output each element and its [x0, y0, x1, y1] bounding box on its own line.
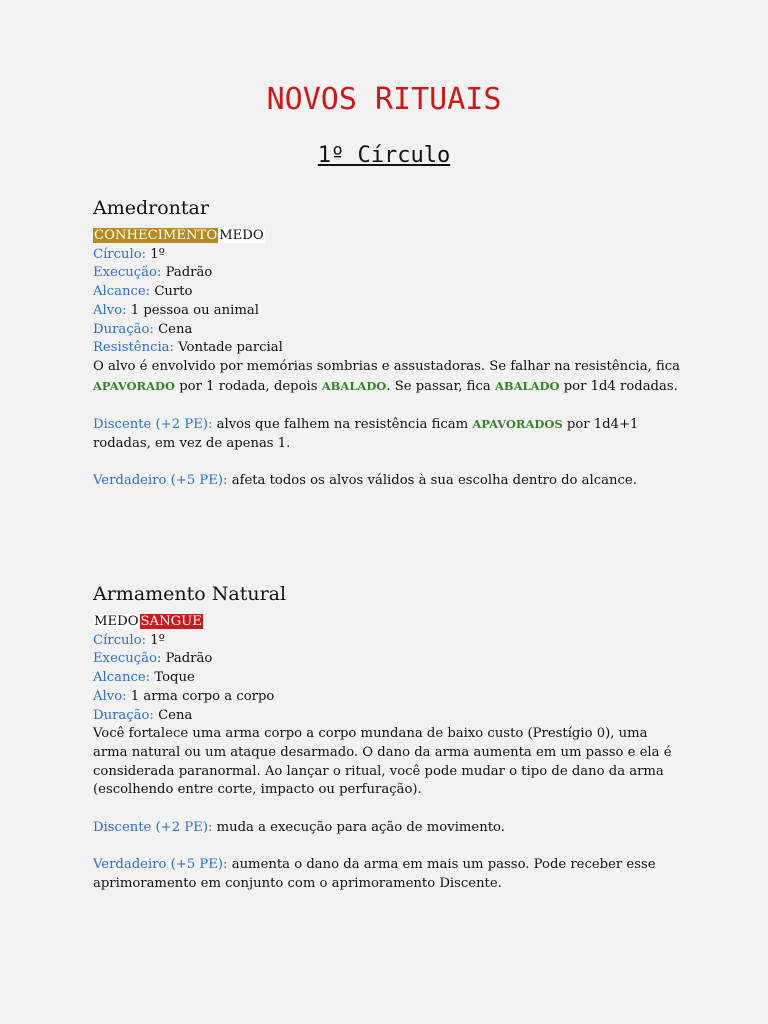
ritual-name: Amedrontar: [93, 197, 209, 219]
resistencia-label: Resistência:: [93, 340, 174, 356]
description-text: . Se passar, fica: [386, 378, 491, 394]
execucao-value: Padrão: [165, 651, 213, 667]
discente-enhancement: [93, 415, 683, 453]
circulo-label: Círculo:: [93, 632, 147, 648]
duracao-label: Duração:: [93, 707, 154, 723]
condition-abalado: ABALADO: [494, 378, 560, 393]
discente-text: por 1d4+1 rodadas, em vez de apenas 1.: [93, 417, 639, 451]
alvo-label: Alvo:: [93, 688, 127, 704]
ritual-tags: [93, 613, 683, 632]
circulo-value: 1º: [150, 246, 165, 262]
tag-medo: MEDO: [94, 614, 139, 629]
alvo-row: [93, 688, 683, 707]
ritual-name: Armamento Natural: [93, 583, 287, 605]
circulo-row: [93, 632, 683, 651]
resistencia-value: Vontade parcial: [178, 340, 283, 356]
alcance-value: Toque: [154, 670, 195, 686]
alcance-row: [93, 283, 683, 302]
execucao-label: Execução:: [93, 651, 162, 667]
discente-label: Discente (+2 PE):: [93, 819, 213, 835]
alvo-value: 1 pessoa ou animal: [130, 302, 259, 318]
verdadeiro-text: aumenta o dano da arma em mais um passo. Pode receber esse aprimoramento em conjunto com o aprimoramento Discente.: [93, 857, 656, 891]
duracao-value: Cena: [158, 321, 193, 337]
discente-text: muda a execução para ação de movimento.: [216, 819, 505, 835]
duracao-row: [93, 321, 683, 340]
tag-sangue: SANGUE: [140, 614, 202, 629]
verdadeiro-label: Verdadeiro (+5 PE):: [93, 473, 228, 489]
ritual-description: Você fortalece uma arma corpo a corpo mundana de baixo custo (Prestígio 0), uma arma natural ou um ataque desarmado. O dano da arma aumenta em um passo e ela é considerada paranormal. Ao lançar o ritual, você pode mudar o tipo de dano da arma (escolhendo entre corte, impacto ou perfuração).: [93, 726, 672, 798]
alvo-row: [93, 302, 683, 321]
discente-enhancement: [93, 819, 683, 838]
condition-apavorados: APAVORADOS: [472, 417, 563, 432]
description-text: por 1d4 rodadas.: [563, 378, 678, 394]
execucao-label: Execução:: [93, 265, 162, 281]
description-text: por 1 rodada, depois: [179, 378, 318, 394]
tag-medo: MEDO: [219, 228, 264, 243]
ritual-amedrontar: [93, 195, 683, 491]
circulo-label: Círculo:: [93, 246, 147, 262]
page-title: NOVOS RITUAIS: [266, 82, 502, 117]
execucao-value: Padrão: [165, 265, 213, 281]
verdadeiro-enhancement: [93, 856, 683, 893]
ritual-armamento-natural: [93, 581, 683, 894]
duracao-label: Duração:: [93, 321, 154, 337]
duracao-value: Cena: [158, 707, 193, 723]
verdadeiro-label: Verdadeiro (+5 PE):: [93, 857, 228, 873]
condition-abalado: ABALADO: [321, 378, 387, 393]
execucao-row: [93, 264, 683, 283]
circulo-row: [93, 246, 683, 265]
verdadeiro-text: afeta todos os alvos válidos à sua escolha dentro do alcance.: [231, 473, 637, 489]
discente-label: Discente (+2 PE):: [93, 417, 213, 433]
alvo-value: 1 arma corpo a corpo: [130, 688, 275, 704]
alvo-label: Alvo:: [93, 302, 127, 318]
verdadeiro-enhancement: [93, 472, 683, 491]
condition-apavorado: APAVORADO: [93, 378, 176, 393]
circle-heading: 1º Círculo: [317, 143, 451, 168]
alcance-row: [93, 669, 683, 688]
tag-conhecimento: CONHECIMENTO: [94, 228, 218, 243]
ritual-tags: [93, 227, 683, 246]
execucao-row: [93, 650, 683, 669]
duracao-row: [93, 707, 683, 726]
discente-text: alvos que falhem na resistência ficam: [216, 417, 469, 433]
alcance-label: Alcance:: [93, 670, 151, 686]
alcance-label: Alcance:: [93, 284, 151, 300]
alcance-value: Curto: [154, 284, 193, 300]
description-text: O alvo é envolvido por memórias sombrias e assustadoras. Se falhar na resistência, fica: [93, 358, 681, 374]
ritual-description: [93, 358, 683, 396]
resistencia-row: [93, 339, 683, 358]
circulo-value: 1º: [150, 632, 165, 648]
